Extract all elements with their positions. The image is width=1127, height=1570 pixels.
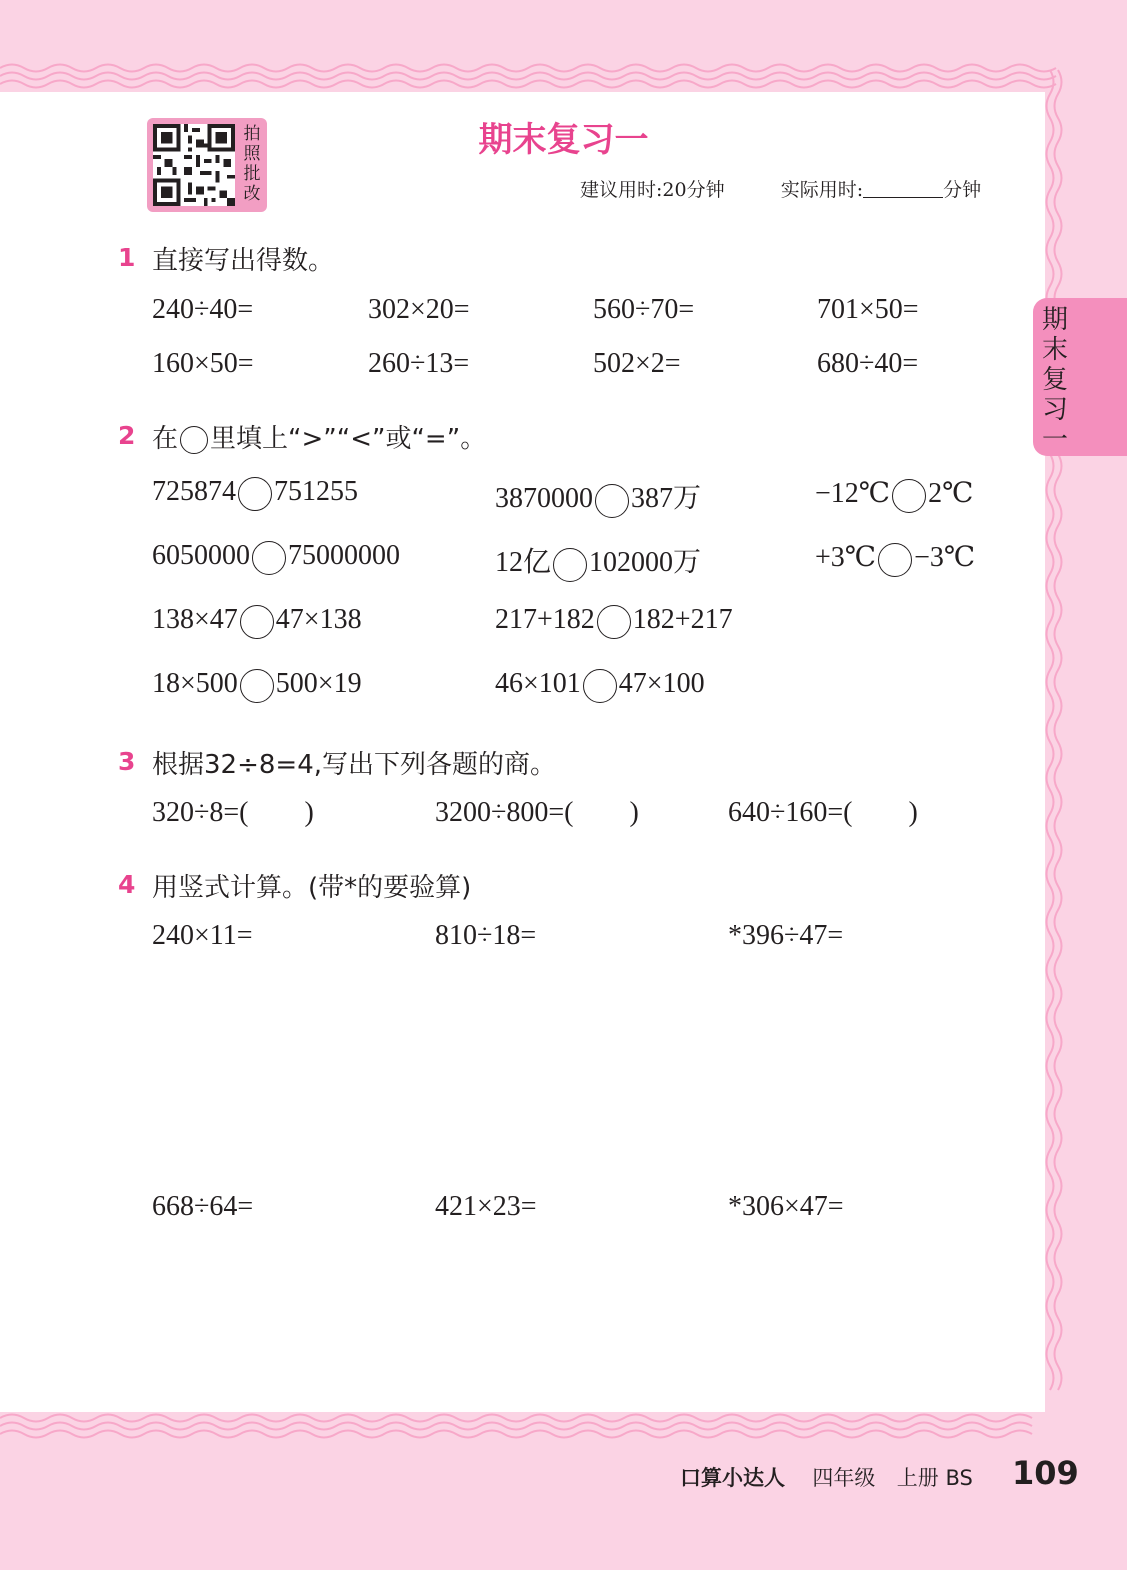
answer-circle[interactable] [595, 484, 629, 518]
actual-time-unit: 分钟 [943, 179, 982, 201]
compare-item: +3℃ −3℃ [815, 540, 975, 577]
q4-expr: 240×11= [152, 920, 253, 951]
answer-circle[interactable] [583, 669, 617, 703]
page-number: 109 [1012, 1454, 1079, 1492]
footer-brand: 口算小达人 [680, 1466, 785, 1490]
page-title: 期末复习一 [478, 120, 649, 160]
compare-item: 138×47 47×138 [152, 604, 362, 639]
answer-circle[interactable] [240, 669, 274, 703]
q4-prompt: 用竖式计算。(带*的要验算) [152, 873, 472, 903]
answer-circle[interactable] [892, 479, 926, 513]
compare-item: 3870000 387万 [495, 476, 701, 518]
q1-expr: 260÷13= [368, 348, 470, 379]
q4-expr: 810÷18= [435, 920, 537, 951]
compare-item: 217+182 182+217 [495, 604, 733, 639]
answer-circle[interactable] [878, 543, 912, 577]
answer-circle[interactable] [252, 541, 286, 575]
footer-edition: BS [945, 1466, 973, 1490]
q3-expr[interactable]: 3200÷800=( ) [435, 797, 639, 828]
compare-item: 12亿 102000万 [495, 540, 701, 582]
answer-circle[interactable] [597, 605, 631, 639]
q2-number: 2 [118, 421, 136, 450]
q2-prompt-after: 里填上“>”“<”或“=”。 [210, 424, 487, 454]
q1-expr: 302×20= [368, 294, 470, 325]
q1-expr: 680÷40= [817, 348, 919, 379]
q1-expr: 240÷40= [152, 294, 254, 325]
q4-expr: 668÷64= [152, 1191, 254, 1222]
answer-circle[interactable] [553, 548, 587, 582]
footer-grade: 四年级 [812, 1466, 876, 1490]
compare-item: 18×500 500×19 [152, 668, 362, 703]
qr-label: 拍照批改 [243, 124, 261, 204]
q2-prompt-before: 在 [152, 424, 179, 454]
q4-expr: 421×23= [435, 1191, 537, 1222]
q4-expr: *306×47= [728, 1191, 844, 1222]
footer-volume: 上册 [896, 1466, 939, 1490]
suggested-time: 建议用时:20分钟 [580, 179, 725, 201]
q3-expr[interactable]: 320÷8=( ) [152, 797, 314, 828]
page-footer [680, 1454, 1079, 1492]
time-info [580, 175, 981, 202]
answer-circle[interactable] [240, 605, 274, 639]
q1-expr: 160×50= [152, 348, 254, 379]
q1-number: 1 [118, 243, 136, 272]
compare-item: −12℃ 2℃ [815, 476, 973, 513]
q4-number: 4 [118, 870, 136, 899]
q1-prompt: 直接写出得数。 [152, 246, 335, 276]
answer-circle[interactable] [238, 477, 272, 511]
compare-item: 46×101 47×100 [495, 668, 705, 703]
q3-expr[interactable]: 640÷160=( ) [728, 797, 918, 828]
circle-icon [180, 426, 208, 454]
compare-item: 6050000 75000000 [152, 540, 400, 575]
q2-prompt [152, 418, 486, 455]
q4-expr: *396÷47= [728, 920, 844, 951]
q1-expr: 502×2= [593, 348, 681, 379]
q1-expr: 560÷70= [593, 294, 695, 325]
side-tab-label: 期末复习一 [1041, 305, 1068, 455]
compare-item: 725874 751255 [152, 476, 358, 511]
q3-number: 3 [118, 747, 136, 776]
actual-time-label: 实际用时: [780, 179, 864, 201]
q1-expr: 701×50= [817, 294, 919, 325]
actual-time-blank[interactable] [863, 179, 943, 198]
q3-prompt: 根据32÷8=4,写出下列各题的商。 [152, 750, 557, 780]
